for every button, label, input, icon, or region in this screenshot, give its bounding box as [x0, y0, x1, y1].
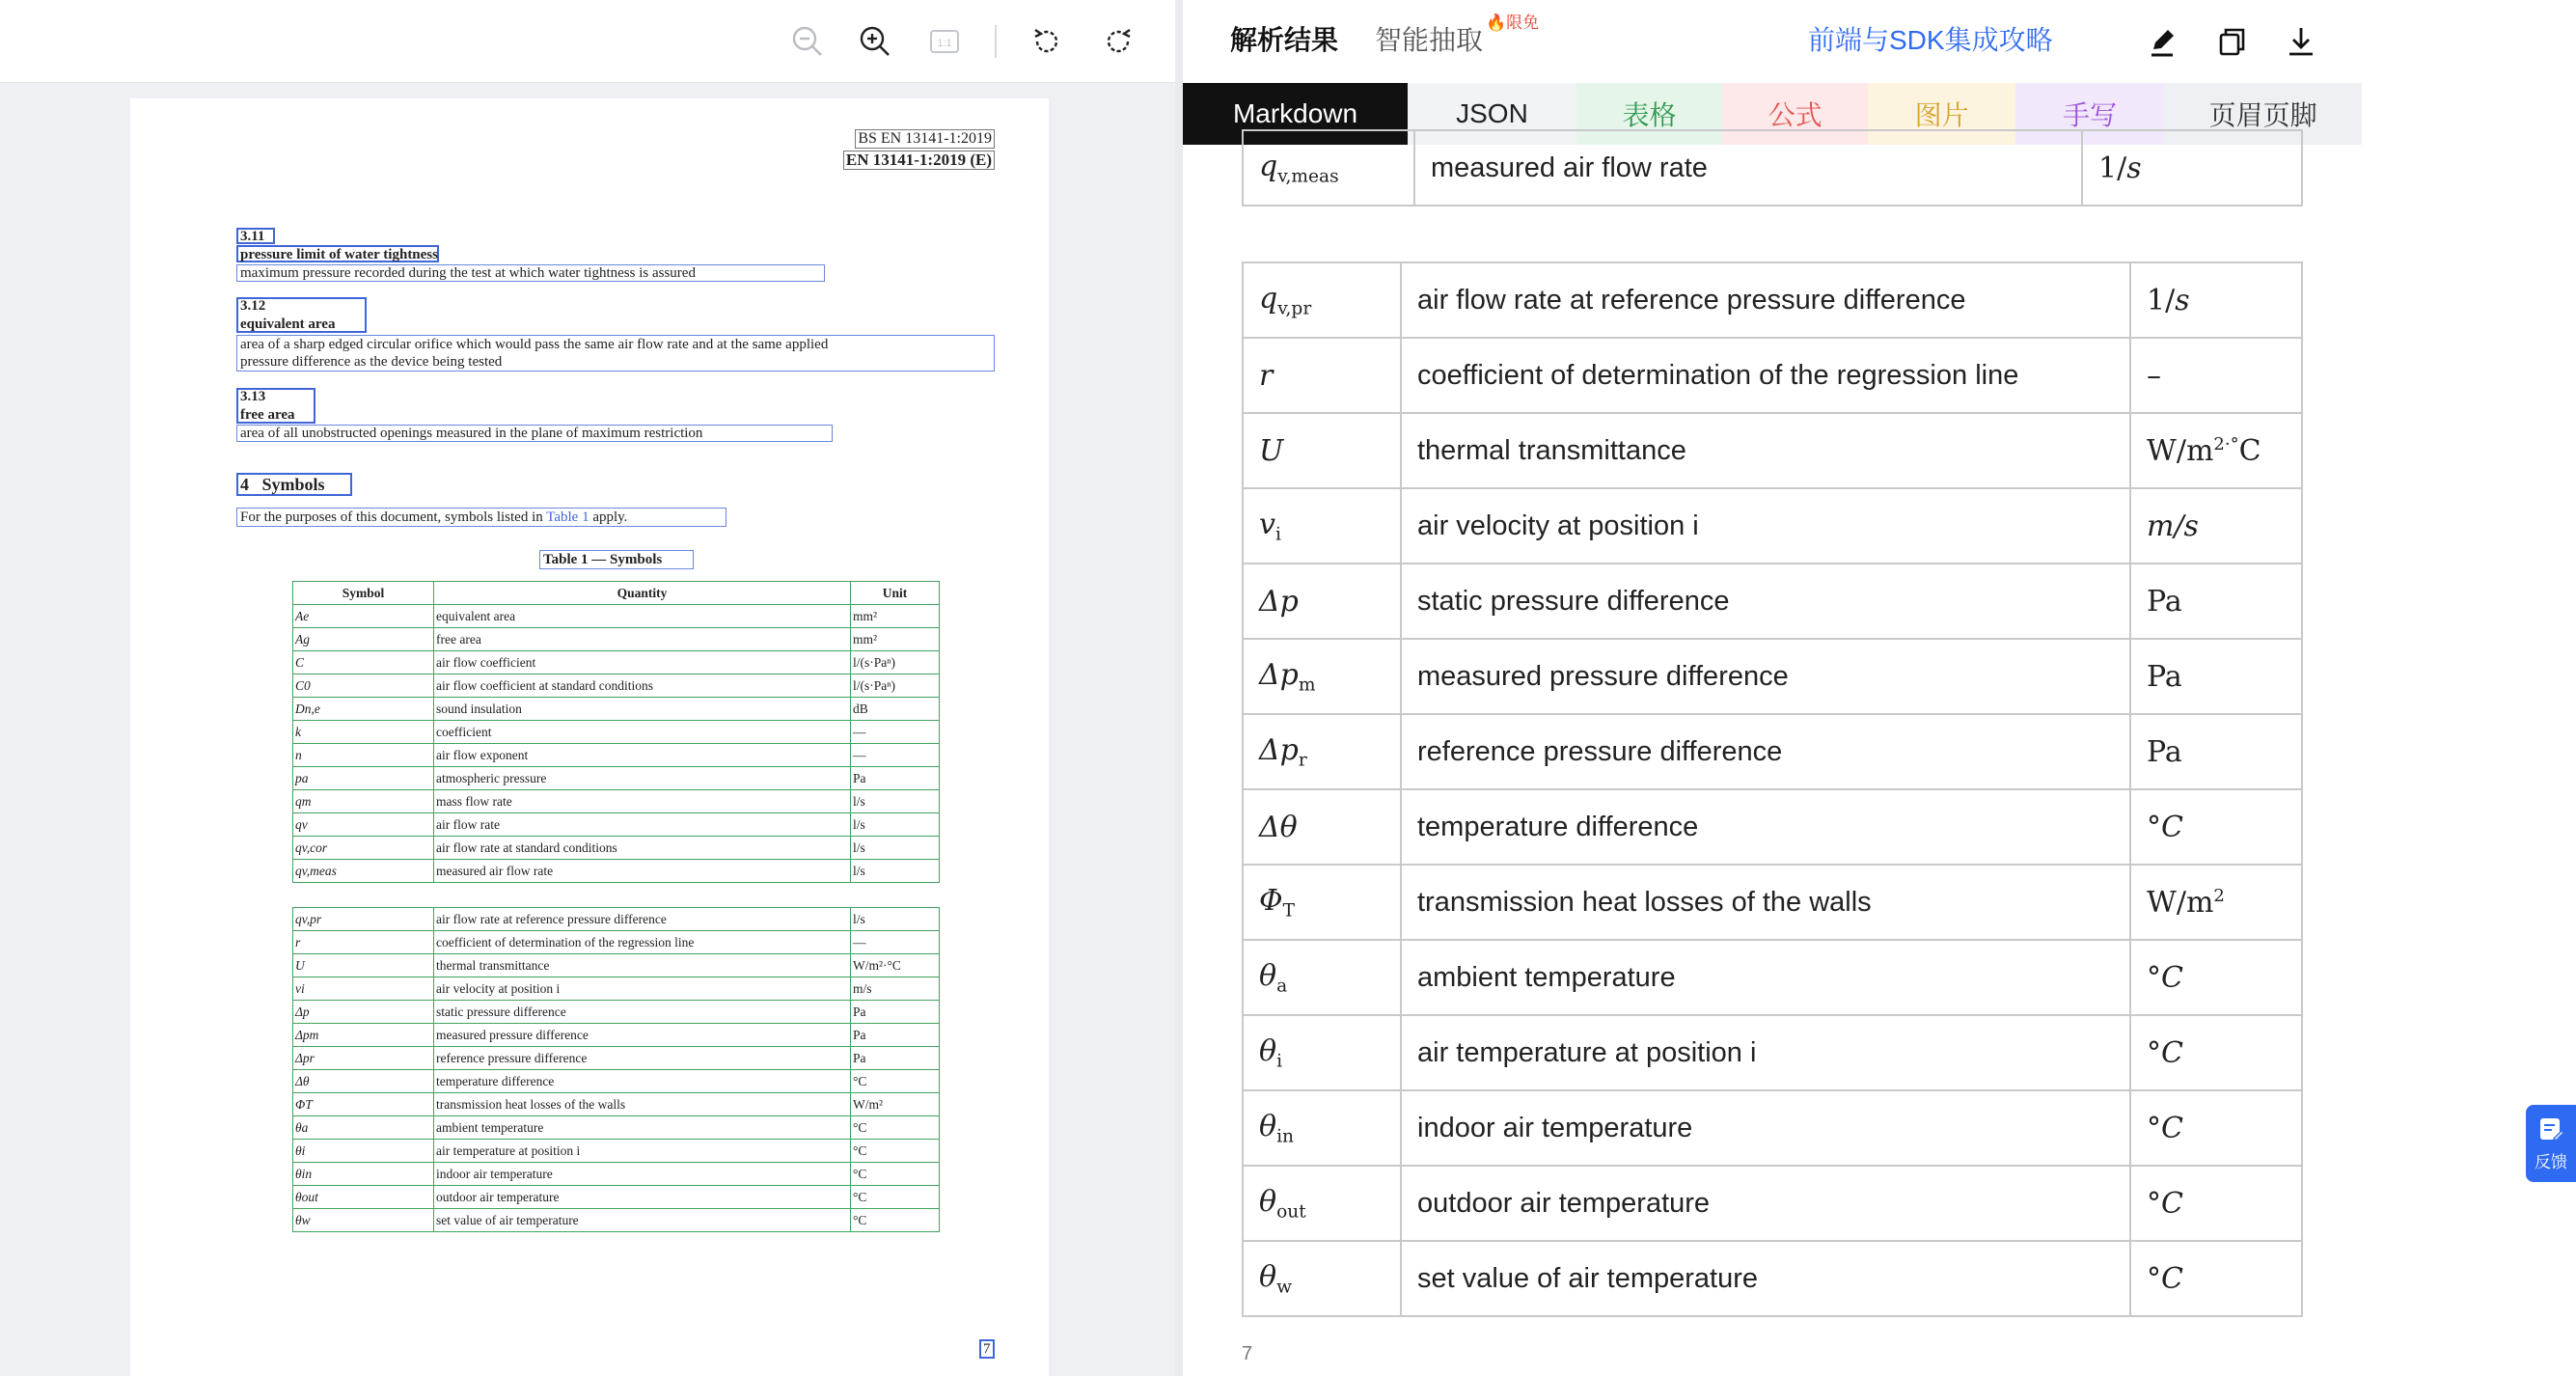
cell-symbol: Δp	[293, 1001, 434, 1024]
result-symbol	[1243, 262, 1401, 338]
cell-quantity: air temperature at position i	[434, 1140, 851, 1163]
cell-symbol: Δθ	[293, 1070, 434, 1093]
cell-quantity: atmospheric pressure	[434, 767, 851, 790]
section-paragraph	[240, 509, 627, 526]
cell-unit: mm²	[851, 605, 940, 628]
cell-unit: Pa	[851, 1024, 940, 1047]
symbol-main: Δp	[1259, 584, 1299, 619]
table-row	[293, 651, 940, 674]
table-header-unit: Unit	[851, 582, 940, 605]
cell-unit: l/(s·Paⁿ)	[851, 674, 940, 698]
result-unit	[2130, 639, 2302, 714]
symbol-main: U	[1259, 433, 1284, 468]
result-unit	[2130, 413, 2302, 488]
result-quantity: air temperature at position i	[1401, 1015, 2130, 1090]
cell-quantity: temperature difference	[434, 1070, 851, 1093]
result-symbol	[1243, 1015, 1401, 1090]
result-row	[1243, 1090, 2302, 1166]
result-row	[1243, 639, 2302, 714]
cell-unit: l/s	[851, 837, 940, 860]
actual-size-icon[interactable]	[922, 19, 967, 64]
cell-unit: l/s	[851, 813, 940, 837]
cell-unit: °C	[851, 1163, 940, 1186]
symbol-main: θ	[1259, 1033, 1277, 1068]
cell-unit: °C	[851, 1186, 940, 1209]
unit-main: °	[2147, 1035, 2161, 1070]
result-symbol	[1243, 564, 1401, 639]
unit-main: °	[2147, 1186, 2161, 1221]
cell-unit: mm²	[851, 628, 940, 651]
symbol-subscript: v,meas	[1277, 166, 1339, 187]
result-quantity: air velocity at position i	[1401, 488, 2130, 564]
cell-unit: °C	[851, 1116, 940, 1140]
table-row	[293, 1093, 940, 1116]
unit-italic: C	[2161, 810, 2183, 844]
unit-italic: C	[2161, 1186, 2183, 1221]
table-caption: Table 1 — Symbols	[543, 552, 663, 567]
cell-symbol: θout	[293, 1186, 434, 1209]
table-row	[293, 1163, 940, 1186]
def-312-text-line2: pressure difference as the device being tested	[240, 354, 503, 370]
cell-symbol: qv,cor	[293, 837, 434, 860]
result-row	[1243, 413, 2302, 488]
actual-size-label: 1:1	[937, 38, 952, 49]
cell-quantity: set value of air temperature	[434, 1209, 851, 1232]
cell-unit: l/s	[851, 790, 940, 813]
cell-quantity: coefficient	[434, 721, 851, 744]
result-quantity: indoor air temperature	[1401, 1090, 2130, 1166]
table-row	[293, 1024, 940, 1047]
def-312-term: equivalent area	[240, 316, 336, 332]
cell-symbol: θin	[293, 1163, 434, 1186]
table-header-quantity: Quantity	[434, 582, 851, 605]
cell-quantity: air flow exponent	[434, 744, 851, 767]
def-313-term: free area	[240, 407, 295, 423]
def-311-text: maximum pressure recorded during the test at which water tightness is assured	[240, 265, 696, 281]
unit-italic: C	[2161, 1261, 2183, 1296]
table-row	[293, 908, 940, 931]
cell-quantity: air velocity at position i	[434, 977, 851, 1001]
cell-symbol: θi	[293, 1140, 434, 1163]
cell-unit: °C	[851, 1140, 940, 1163]
doc-header-line1: BS EN 13141-1:2019	[855, 129, 995, 149]
pane-divider[interactable]	[1175, 0, 1183, 1376]
result-quantity: ambient temperature	[1401, 940, 2130, 1015]
section-title: 4 Symbols	[240, 475, 325, 494]
cell-symbol: U	[293, 954, 434, 977]
table-row	[293, 954, 940, 977]
symbol-subscript: w	[1276, 1277, 1292, 1298]
format-tab-5[interactable]: 手写	[2015, 83, 2164, 145]
table-row	[293, 1186, 940, 1209]
zoom-in-icon[interactable]	[853, 19, 897, 64]
cell-quantity: static pressure difference	[434, 1001, 851, 1024]
symbol-main: r	[1259, 358, 1274, 393]
cell-symbol: vi	[293, 977, 434, 1001]
unit-tail: C	[2238, 433, 2261, 468]
unit-main: °	[2147, 1111, 2161, 1145]
table-row	[293, 1140, 940, 1163]
unit-main: Pa	[2147, 734, 2182, 769]
cell-quantity: free area	[434, 628, 851, 651]
unit-main: 1/	[2147, 283, 2176, 317]
copy-icon[interactable]	[2213, 23, 2250, 60]
unit-italic: s	[2126, 151, 2142, 185]
result-unit	[2130, 338, 2302, 413]
table-1-link[interactable]: Table 1	[546, 509, 589, 525]
result-quantity: measured air flow rate	[1414, 130, 2082, 206]
rotate-right-icon[interactable]	[1096, 19, 1140, 64]
symbol-main: v	[1259, 507, 1275, 541]
edit-icon[interactable]	[2144, 23, 2180, 60]
result-unit	[2130, 564, 2302, 639]
symbol-subscript: m	[1298, 674, 1316, 696]
free-badge: 🔥限免	[1486, 14, 1540, 32]
result-unit	[2082, 130, 2302, 206]
section-text-before: For the purposes of this document, symbols listed in	[240, 509, 547, 525]
result-unit	[2130, 1090, 2302, 1166]
result-page-number: 7	[1242, 1343, 1253, 1364]
result-symbol	[1243, 338, 1401, 413]
cell-unit: l/s	[851, 908, 940, 931]
cell-unit: W/m²	[851, 1093, 940, 1116]
cell-quantity: coefficient of determination of the regression line	[434, 931, 851, 954]
viewer-toolbar	[0, 0, 1175, 83]
result-symbol	[1243, 1090, 1401, 1166]
cell-unit: W/m²·°C	[851, 954, 940, 977]
cell-unit: dB	[851, 698, 940, 721]
cell-quantity: thermal transmittance	[434, 954, 851, 977]
cell-symbol: θw	[293, 1209, 434, 1232]
table-row	[293, 698, 940, 721]
cell-symbol: ΦT	[293, 1093, 434, 1116]
table-row	[293, 1070, 940, 1093]
table-row	[293, 1116, 940, 1140]
feedback-label: 反馈	[2535, 1152, 2567, 1171]
result-quantity: transmission heat losses of the walls	[1401, 865, 2130, 940]
result-unit	[2130, 1166, 2302, 1241]
cell-unit: °C	[851, 1209, 940, 1232]
unit-main: °	[2147, 810, 2161, 844]
result-unit	[2130, 488, 2302, 564]
cell-unit: m/s	[851, 977, 940, 1001]
cell-symbol: pa	[293, 767, 434, 790]
cell-symbol: C	[293, 651, 434, 674]
unit-superscript: 2·°	[2213, 433, 2239, 454]
symbol-subscript: a	[1276, 976, 1288, 997]
cell-unit: °C	[851, 1070, 940, 1093]
table-row	[293, 721, 940, 744]
cell-unit: Pa	[851, 767, 940, 790]
result-quantity: thermal transmittance	[1401, 413, 2130, 488]
unit-main: Pa	[2147, 584, 2182, 619]
cell-symbol: qv	[293, 813, 434, 837]
table-row	[293, 977, 940, 1001]
result-unit	[2130, 865, 2302, 940]
cell-unit: —	[851, 744, 940, 767]
table-row	[293, 744, 940, 767]
result-unit	[2130, 1241, 2302, 1316]
section-text-after: apply.	[589, 509, 628, 525]
symbol-main: θ	[1259, 1184, 1277, 1219]
cell-symbol: Dn,e	[293, 698, 434, 721]
symbol-main: Δp	[1259, 657, 1299, 692]
cell-symbol: Δpr	[293, 1047, 434, 1070]
cell-symbol: Ag	[293, 628, 434, 651]
symbol-subscript: v,pr	[1277, 298, 1312, 319]
result-row	[1243, 1166, 2302, 1241]
rotate-left-icon[interactable]	[1025, 19, 1069, 64]
format-tab-3[interactable]: 公式	[1722, 83, 1868, 145]
cell-unit: Pa	[851, 1001, 940, 1024]
table-row	[293, 837, 940, 860]
result-quantity: outdoor air temperature	[1401, 1166, 2130, 1241]
result-quantity: reference pressure difference	[1401, 714, 2130, 789]
tab-smart-extract[interactable]: 智能抽取	[1375, 25, 1484, 55]
symbols-table-part1	[292, 581, 940, 883]
tab-parse-result[interactable]: 解析结果	[1230, 25, 1339, 55]
result-unit	[2130, 940, 2302, 1015]
result-unit	[2130, 262, 2302, 338]
unit-main: W/m	[2147, 885, 2214, 920]
feedback-icon	[2536, 1115, 2565, 1144]
result-pane	[1183, 0, 2567, 1376]
symbols-table-part2	[292, 907, 940, 1232]
symbol-main: q	[1259, 281, 1278, 316]
result-row	[1243, 1015, 2302, 1090]
unit-main: 1/	[2098, 151, 2127, 185]
def-311-number: 3.11	[240, 229, 265, 244]
symbol-main: Φ	[1259, 883, 1283, 918]
result-header	[1183, 0, 2362, 83]
cell-quantity: reference pressure difference	[434, 1047, 851, 1070]
cell-quantity: air flow coefficient at standard conditions	[434, 674, 851, 698]
unit-italic: s	[2175, 283, 2190, 317]
result-symbol	[1243, 714, 1401, 789]
result-symbol	[1243, 1241, 1401, 1316]
symbol-subscript: i	[1276, 1051, 1283, 1072]
cell-symbol: qm	[293, 790, 434, 813]
result-row	[1243, 262, 2302, 338]
cell-quantity: indoor air temperature	[434, 1163, 851, 1186]
table-row	[293, 605, 940, 628]
table-row	[293, 931, 940, 954]
cell-symbol: k	[293, 721, 434, 744]
cell-unit: l/s	[851, 860, 940, 883]
unit-italic: C	[2161, 1035, 2183, 1070]
result-symbol	[1243, 413, 1401, 488]
cell-symbol: Ae	[293, 605, 434, 628]
unit-main: °	[2147, 1261, 2161, 1296]
table-row	[293, 813, 940, 837]
symbol-main: θ	[1259, 1109, 1277, 1143]
table-row	[293, 674, 940, 698]
result-quantity: air flow rate at reference pressure difference	[1401, 262, 2130, 338]
format-tab-1[interactable]: JSON	[1408, 83, 1576, 145]
result-row	[1243, 488, 2302, 564]
result-quantity: coefficient of determination of the regression line	[1401, 338, 2130, 413]
page-number[interactable]: 7	[979, 1339, 995, 1359]
document-viewer-pane	[0, 0, 1175, 1376]
cell-quantity: air flow rate at standard conditions	[434, 837, 851, 860]
unit-main: °	[2147, 960, 2161, 995]
result-symbol	[1243, 865, 1401, 940]
cell-quantity: air flow coefficient	[434, 651, 851, 674]
format-tab-4[interactable]: 图片	[1868, 83, 2015, 145]
result-quantity: static pressure difference	[1401, 564, 2130, 639]
cell-quantity: outdoor air temperature	[434, 1186, 851, 1209]
cell-quantity: mass flow rate	[434, 790, 851, 813]
result-unit	[2130, 1015, 2302, 1090]
result-symbol	[1243, 488, 1401, 564]
def-313-number: 3.13	[240, 389, 266, 404]
table-row	[293, 790, 940, 813]
cell-quantity: equivalent area	[434, 605, 851, 628]
cell-symbol: n	[293, 744, 434, 767]
cell-quantity: measured pressure difference	[434, 1024, 851, 1047]
cell-symbol: Δpm	[293, 1024, 434, 1047]
result-table	[1242, 261, 2303, 1317]
feedback-button[interactable]	[2526, 1105, 2576, 1182]
cell-quantity: air flow rate	[434, 813, 851, 837]
result-unit	[2130, 714, 2302, 789]
symbol-main: θ	[1259, 1259, 1277, 1294]
toolbar-divider	[995, 25, 997, 58]
result-quantity: measured pressure difference	[1401, 639, 2130, 714]
result-row	[1243, 1241, 2302, 1316]
cell-symbol: C0	[293, 674, 434, 698]
result-symbol	[1243, 639, 1401, 714]
sdk-guide-link[interactable]: 前端与SDK集成攻略	[1808, 25, 2053, 55]
def-312-text-line1: area of a sharp edged circular orifice which would pass the same air flow rate and at the same applied	[240, 337, 829, 352]
result-row	[1243, 564, 2302, 639]
format-tab-2[interactable]: 表格	[1576, 83, 1722, 145]
cell-quantity: transmission heat losses of the walls	[434, 1093, 851, 1116]
cell-unit: l/(s·Paⁿ)	[851, 651, 940, 674]
symbol-subscript: in	[1276, 1126, 1294, 1147]
symbol-main: q	[1259, 149, 1278, 183]
table-row	[293, 1209, 940, 1232]
format-tab-6[interactable]: 页眉页脚	[2164, 83, 2362, 145]
download-icon[interactable]	[2283, 23, 2319, 60]
unit-main: W/m	[2147, 433, 2214, 468]
result-row	[1243, 865, 2302, 940]
cell-quantity: air flow rate at reference pressure difference	[434, 908, 851, 931]
result-unit	[2130, 789, 2302, 865]
cell-quantity: measured air flow rate	[434, 860, 851, 883]
unit-italic: C	[2161, 1111, 2183, 1145]
table-row	[293, 1047, 940, 1070]
cell-unit: —	[851, 931, 940, 954]
unit-main: –	[2147, 358, 2161, 393]
symbol-main: θ	[1259, 958, 1277, 993]
unit-main: Pa	[2147, 659, 2182, 694]
symbol-subscript: r	[1298, 750, 1307, 771]
table-row	[293, 628, 940, 651]
unit-italic: m/s	[2147, 509, 2199, 543]
result-symbol	[1243, 1166, 1401, 1241]
cell-symbol: qv,pr	[293, 908, 434, 931]
symbol-subscript: T	[1282, 900, 1296, 922]
symbol-subscript: i	[1274, 524, 1281, 545]
result-quantity: set value of air temperature	[1401, 1241, 2130, 1316]
cell-symbol: θa	[293, 1116, 434, 1140]
symbol-main: Δp	[1259, 732, 1299, 767]
table-row	[293, 1001, 940, 1024]
result-row	[1243, 130, 2302, 206]
doc-header-line2: EN 13141-1:2019 (E)	[843, 151, 995, 170]
table-row	[293, 767, 940, 790]
def-312-number: 3.12	[240, 298, 266, 314]
result-row	[1243, 789, 2302, 865]
cell-unit: Pa	[851, 1047, 940, 1070]
result-quantity: temperature difference	[1401, 789, 2130, 865]
result-row	[1243, 338, 2302, 413]
document-page	[130, 98, 1049, 1376]
unit-superscript: 2	[2213, 885, 2225, 906]
result-row	[1243, 940, 2302, 1015]
cell-unit: —	[851, 721, 940, 744]
def-311-term: pressure limit of water tightness	[240, 247, 438, 262]
symbol-main: Δθ	[1259, 810, 1298, 844]
table-header-symbol: Symbol	[293, 582, 434, 605]
cell-symbol: r	[293, 931, 434, 954]
zoom-out-icon[interactable]	[785, 19, 830, 64]
def-313-text: area of all unobstructed openings measured in the plane of maximum restriction	[240, 426, 703, 441]
cell-quantity: ambient temperature	[434, 1116, 851, 1140]
unit-italic: C	[2161, 960, 2183, 995]
table-row	[293, 860, 940, 883]
result-table-fragment	[1242, 129, 2303, 206]
cell-symbol: qv,meas	[293, 860, 434, 883]
result-symbol	[1243, 940, 1401, 1015]
cell-quantity: sound insulation	[434, 698, 851, 721]
result-row	[1243, 714, 2302, 789]
result-symbol	[1243, 130, 1414, 206]
symbol-subscript: out	[1276, 1201, 1306, 1223]
format-tab-0[interactable]: Markdown	[1183, 83, 1408, 145]
result-symbol	[1243, 789, 1401, 865]
markdown-result-view[interactable]	[1183, 145, 2362, 1376]
